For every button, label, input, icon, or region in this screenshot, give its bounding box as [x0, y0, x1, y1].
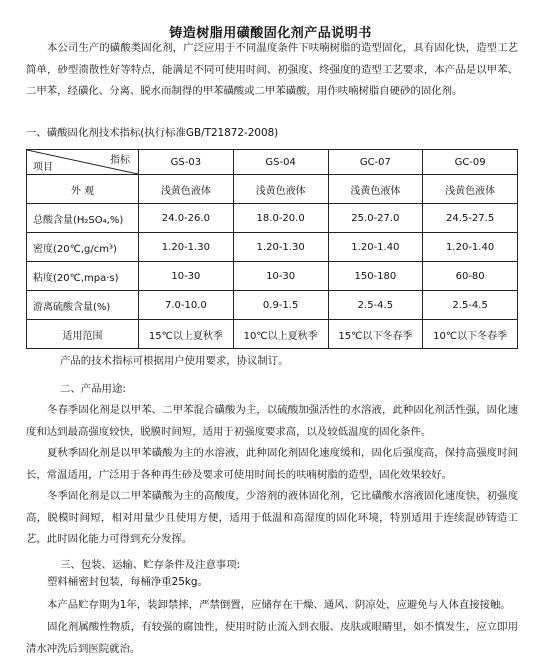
corner-label-top: 指标 — [110, 155, 130, 166]
column-header: GS-03 — [139, 150, 234, 175]
table-cell: 60-80 — [423, 262, 518, 291]
table-row — [27, 291, 518, 320]
table-cell: 1.20-1.30 — [139, 233, 234, 262]
column-header: GC-09 — [423, 150, 518, 175]
table-row — [27, 233, 518, 262]
table-cell: 10-30 — [233, 262, 328, 291]
table-cell: 浅黄色液体 — [139, 175, 234, 204]
section2-heading: 二、产品用途: — [60, 383, 126, 395]
packaging-paragraph: 塑料桶密封包装，每桶净重25kg。 — [47, 576, 208, 588]
spec-table — [26, 149, 518, 349]
row-label: 总酸含量(H₂SO₄,%) — [27, 204, 139, 233]
table-cell: 1.20-1.40 — [423, 233, 518, 262]
usage-winter2-paragraph: 冬季固化剂是以二甲苯磺酸为主的高酸度，少溶剂的液体固化剂，它比磺酸水溶液固化速度快，初强度高，脱模时间短，相对用量少且使用方便，适用于低温和高湿度的固化环境，特别适用于连续混砂铸造工艺，此时固化能力可得到充分发挥。 — [26, 490, 518, 545]
document-title: 铸造树脂用磺酸固化剂产品说明书 — [169, 26, 372, 41]
table-row — [27, 320, 518, 349]
table-cell: 10℃以下冬春季 — [423, 320, 518, 349]
table-cell: 2.5-4.5 — [423, 291, 518, 320]
row-label: 粘度(20℃,mpa·s) — [27, 262, 139, 291]
usage-winter-paragraph: 冬春季固化剂是以甲苯、二甲苯混合磺酸为主，以硫酸加强活性的水溶液，此种固化剂活性强，固化速度和达到最高强度较快，脱膜时间短，适用于初强度要求高，以及较低温度的固化条件。 — [26, 404, 518, 438]
table-cell: 150-180 — [328, 262, 423, 291]
section3-heading: 三、包装、运输、贮存条件及注意事项: — [60, 559, 241, 571]
table-corner-cell — [27, 150, 139, 175]
table-cell: 25.0-27.0 — [328, 204, 423, 233]
table-cell: 0.9-1.5 — [233, 291, 328, 320]
row-label: 密度(20℃,g/cm³) — [27, 233, 139, 262]
column-header: GS-04 — [233, 150, 328, 175]
safety-paragraph: 固化剂属酸性物质，有较强的腐蚀性，使用时防止流入到衣服、皮肤或眼睛里，如不慎发生，应立即用清水冲洗后到医院就治。 — [26, 621, 518, 655]
row-label: 游离硫酸含量(%) — [27, 291, 139, 320]
section1-heading: 一、磺酸固化剂技术指标(执行标准GB/T21872-2008) — [26, 127, 279, 139]
table-cell: 7.0-10.0 — [139, 291, 234, 320]
corner-label-bottom: 项目 — [33, 162, 53, 173]
storage-paragraph: 本产品贮存期为1年，装卸禁摔，严禁倒置，应储存在干燥、通风、阴凉处，应避免与人体直接接触。 — [47, 599, 511, 611]
table-cell: 1.20-1.40 — [328, 233, 423, 262]
table-cell: 15℃以上夏秋季 — [139, 320, 234, 349]
table-row — [27, 204, 518, 233]
row-label: 适用范围 — [27, 320, 139, 349]
table-cell: 浅黄色液体 — [233, 175, 328, 204]
table-cell: 18.0-20.0 — [233, 204, 328, 233]
table-cell: 24.5-27.5 — [423, 204, 518, 233]
table-cell: 2.5-4.5 — [328, 291, 423, 320]
table-note: 产品的技术指标可根据用户使用要求，协议制订。 — [60, 355, 289, 367]
table-cell: 15℃以下冬春季 — [328, 320, 423, 349]
table-cell: 1.20-1.30 — [233, 233, 328, 262]
table-header-row — [27, 150, 518, 175]
row-label: 外 观 — [27, 175, 139, 204]
table-cell: 24.0-26.0 — [139, 204, 234, 233]
intro-paragraph: 本公司生产的磺酸类固化剂，广泛应用于不同温度条件下呋喃树脂的造型固化，具有固化快，造型工艺简单，砂型溃散性好等特点，能满足不同可使用时间、初强度、终强度的造型工艺要求，本产品是以甲苯、二甲苯，经磺化、分离、脱水而制得的甲苯磺酸或二甲苯磺酸，用作呋喃树脂自硬砂的固化剂。 — [26, 42, 518, 97]
table-cell: 10℃以上夏秋季 — [233, 320, 328, 349]
table-row — [27, 262, 518, 291]
table-cell: 10-30 — [139, 262, 234, 291]
usage-summer-paragraph: 夏秋季固化剂是以甲苯磺酸为主的水溶液，此种固化剂固化速度缓和，固化后强度高，保持高强度时间长，常温适用，广泛用于各种再生砂及要求可使用时间长的呋喃树脂的造型，固化效果较好。 — [26, 447, 518, 481]
table-row — [27, 175, 518, 204]
column-header: GC-07 — [328, 150, 423, 175]
table-cell: 浅黄色液体 — [328, 175, 423, 204]
table-cell: 浅黄色液体 — [423, 175, 518, 204]
